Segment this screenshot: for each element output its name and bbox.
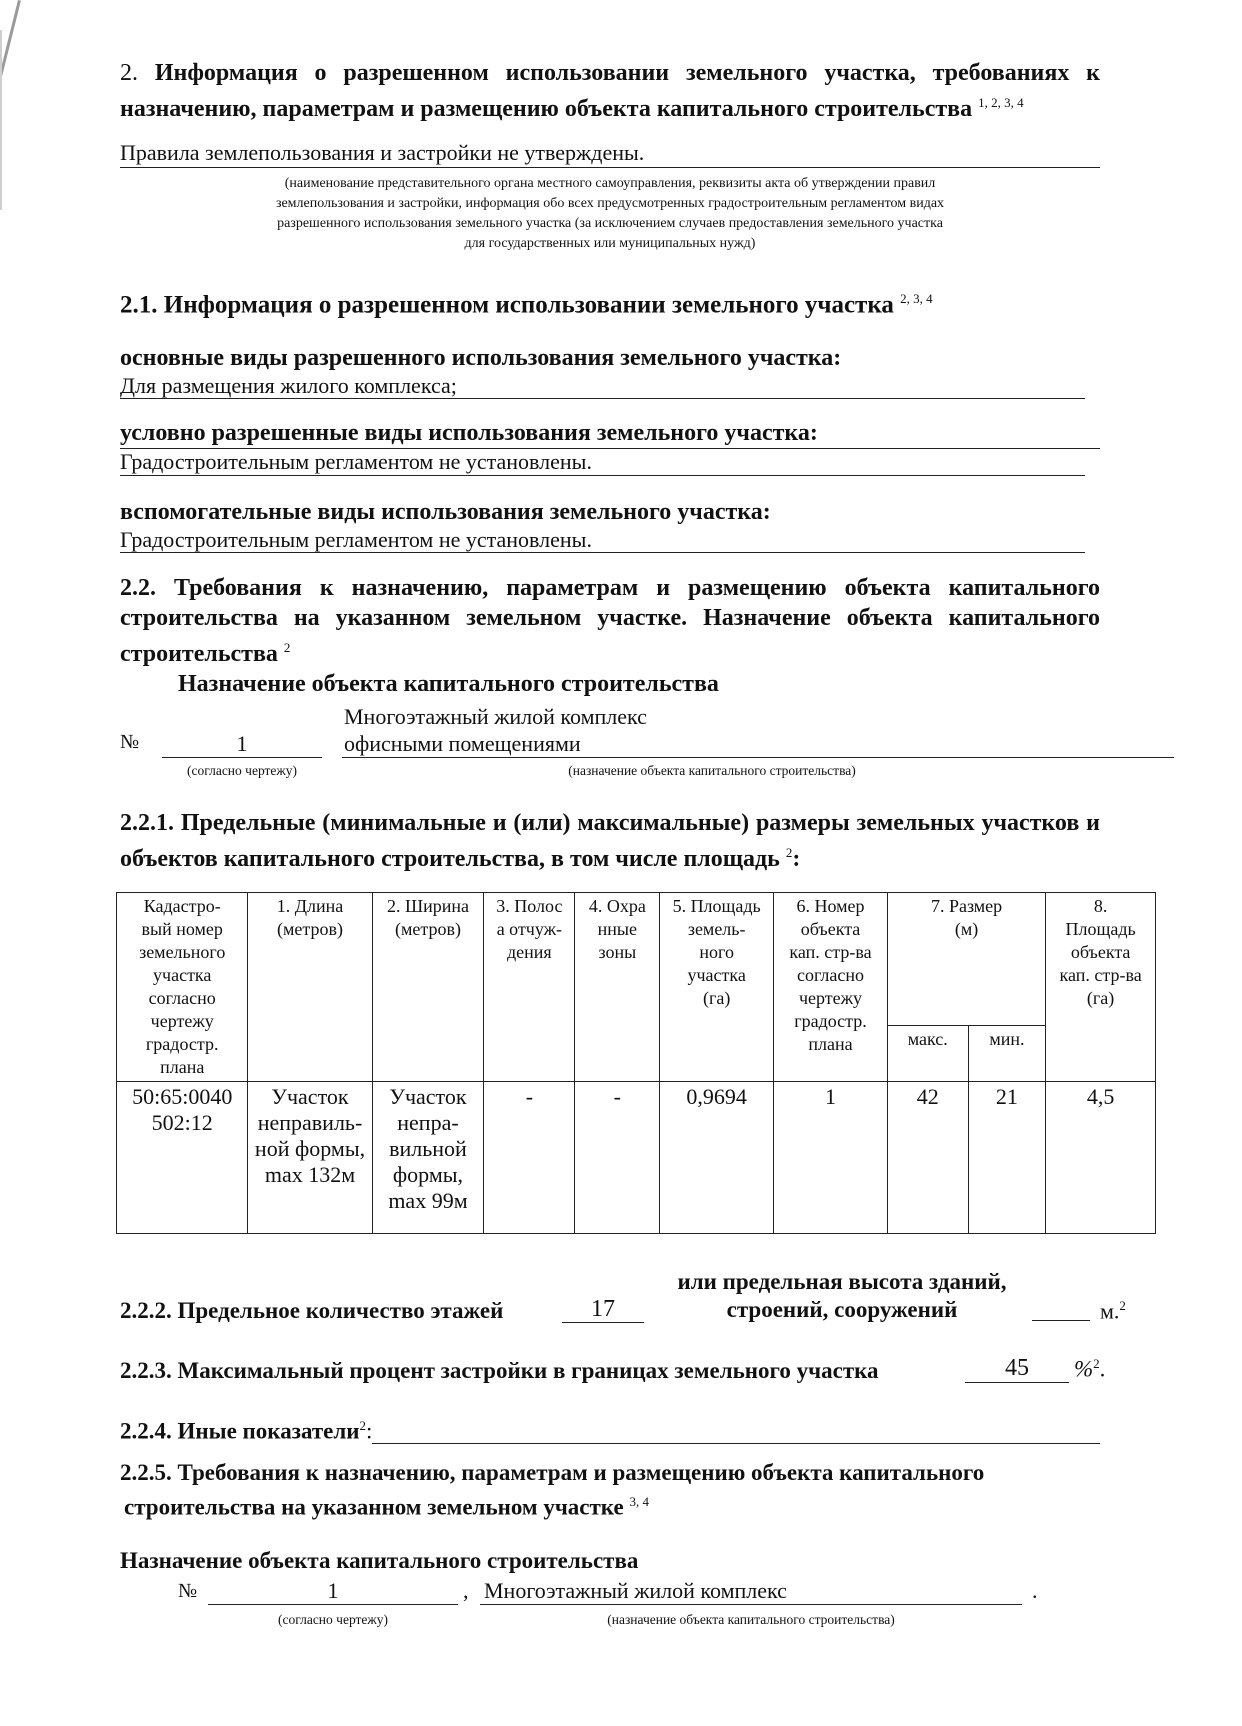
object-purpose-captions: (согласно чертежу) (назначение объекта капитального строительства) <box>187 763 856 779</box>
coverage-unit: %$^2$. <box>1074 1356 1106 1382</box>
coverage-value: 45 <box>965 1354 1069 1383</box>
number-sign: № <box>120 731 140 754</box>
section-2-2-3 <box>120 1352 1106 1388</box>
section-2-heading: 2. Информация о разрешенном использовании земельного участка, требованиях к назначению, параметрам и размещению объекта капитального строительства $^{1, 2, 3, 4}$ <box>120 60 1101 122</box>
section-2-2-4 <box>120 1412 1100 1446</box>
header-size-max: макс. <box>887 1025 968 1081</box>
header-exclusion-strip: 3. Полос а отчуж- дения <box>484 893 575 1082</box>
section-2-2-2 <box>120 1264 1126 1330</box>
floors-value: 17 <box>562 1296 644 1323</box>
header-size: 7. Размер (м) <box>887 893 1045 1026</box>
scan-edge-shadow <box>0 30 2 210</box>
header-protected-zones: 4. Охра нные зоны <box>575 893 660 1082</box>
floors-label: 2.2.2. Предельное количество этажей <box>120 1298 504 1324</box>
object-purpose-captions-2: (согласно чертежу) (назначение объекта капитального строительства) <box>278 1611 895 1627</box>
height-label: или предельная высота зданий, строений, сооружений <box>677 1269 1007 1323</box>
main-uses-label: основные виды разрешенного использования земельного участка: <box>120 345 842 372</box>
table-row <box>117 1082 1156 1234</box>
object-purpose-line1: Многоэтажный жилой комплекс <box>344 704 647 730</box>
number-sign-2: № <box>178 1579 198 1602</box>
cell-object-number: 1 <box>774 1082 888 1234</box>
conditional-uses-label: условно разрешенные виды использования земельного участка: <box>120 418 1100 449</box>
cell-width: Участок непра- вильной формы, max 99м <box>372 1082 484 1234</box>
header-object-area: 8. Площадь объекта кап. стр-ва (га) <box>1046 893 1156 1082</box>
header-size-min: мин. <box>968 1025 1046 1081</box>
header-cadastral: Кадастро- вый номер земельного участка согласно чертежу градостр. плана <box>117 893 248 1082</box>
zoning-rules-value: Правила землепользования и застройки не утверждены. <box>120 140 644 168</box>
header-object-number: 6. Номер объекта кап. стр-ва согласно чертежу градостр. плана <box>774 893 888 1082</box>
cell-length: Участок неправиль- ной формы, max 132м <box>248 1082 372 1234</box>
object-purpose-subtitle: Назначение объекта капитального строительства <box>178 671 719 698</box>
object-purpose-line <box>120 701 1100 761</box>
object-purpose-value-2: Многоэтажный жилой комплекс <box>480 1578 1022 1605</box>
cell-object-area: 4,5 <box>1046 1082 1156 1234</box>
header-length: 1. Длина (метров) <box>248 893 372 1082</box>
object-purpose-subtitle-2: Назначение объекта капитального строительства <box>120 1547 639 1573</box>
object-number-value-2: 1 <box>208 1578 458 1605</box>
cell-cadastral-number: 50:65:0040 502:12 <box>117 1082 248 1234</box>
height-value <box>1032 1320 1090 1321</box>
section-2-caption: (наименование представительного органа местного самоуправления, реквизиты акта об утверждении правил землепользования и застройки, информация обо всех предусмотренных градостроительным регламентом видах разрешенного использования земельного участка (за исключением случаев предоставления земельного участка для государственных или муниципальных нужд) <box>275 176 945 251</box>
section-2-2-heading: 2.2. Требования к назначению, параметрам и размещению объекта капитального строительства на указанном земельном участке. Назначение объекта капитального строительства $^2$ <box>120 575 1100 668</box>
header-width: 2. Ширина (метров) <box>372 893 484 1082</box>
height-unit: м.$^2$ <box>1100 1298 1126 1324</box>
main-uses-value: Для размещения жилого комплекса; <box>120 373 1085 399</box>
cell-size-min: 21 <box>968 1082 1046 1234</box>
cell-protected-zones: - <box>575 1082 660 1234</box>
parameters-table <box>116 892 1156 1234</box>
section-2-value-line <box>120 140 1100 168</box>
cell-plot-area: 0,9694 <box>660 1082 774 1234</box>
auxiliary-uses-label: вспомогательные виды использования земельного участка: <box>120 499 771 526</box>
section-2-1-heading: 2.1. Информация о разрешенном использовании земельного участка $^{2, 3, 4}$ <box>120 291 933 319</box>
scan-edge-mark <box>0 0 21 171</box>
document-page <box>120 58 1142 1632</box>
other-indicators-label: 2.2.4. Иные показатели$^2$: <box>120 1418 373 1444</box>
table-header-row <box>117 893 1156 1026</box>
cell-size-max: 42 <box>887 1082 968 1234</box>
coverage-label: 2.2.3. Максимальный процент застройки в границах земельного участка <box>120 1358 879 1384</box>
object-number-value: 1 <box>162 731 322 758</box>
object-purpose-line2: офисными помещениями <box>342 731 1174 758</box>
header-plot-area: 5. Площадь земель- ного участка (га) <box>660 893 774 1082</box>
cell-exclusion-strip: - <box>484 1082 575 1234</box>
auxiliary-uses-value: Градостроительным регламентом не установлены. <box>120 527 1085 553</box>
section-2-2-5-heading: 2.2.5. Требования к назначению, параметрам и размещению объекта капитального строительства на указанном земельном участке $^{3, 4}$ <box>120 1459 985 1520</box>
section-2-2-1-heading: 2.2.1. Предельные (минимальные и (или) максимальные) размеры земельных участков и объектов капитального строительства, в том числе площадь $^2$: <box>120 810 1100 873</box>
conditional-uses-value: Градостроительным регламентом не установлены. <box>120 449 1085 476</box>
object-purpose-line-2: № 1 , Многоэтажный жилой комплекс . <box>178 1577 1038 1603</box>
